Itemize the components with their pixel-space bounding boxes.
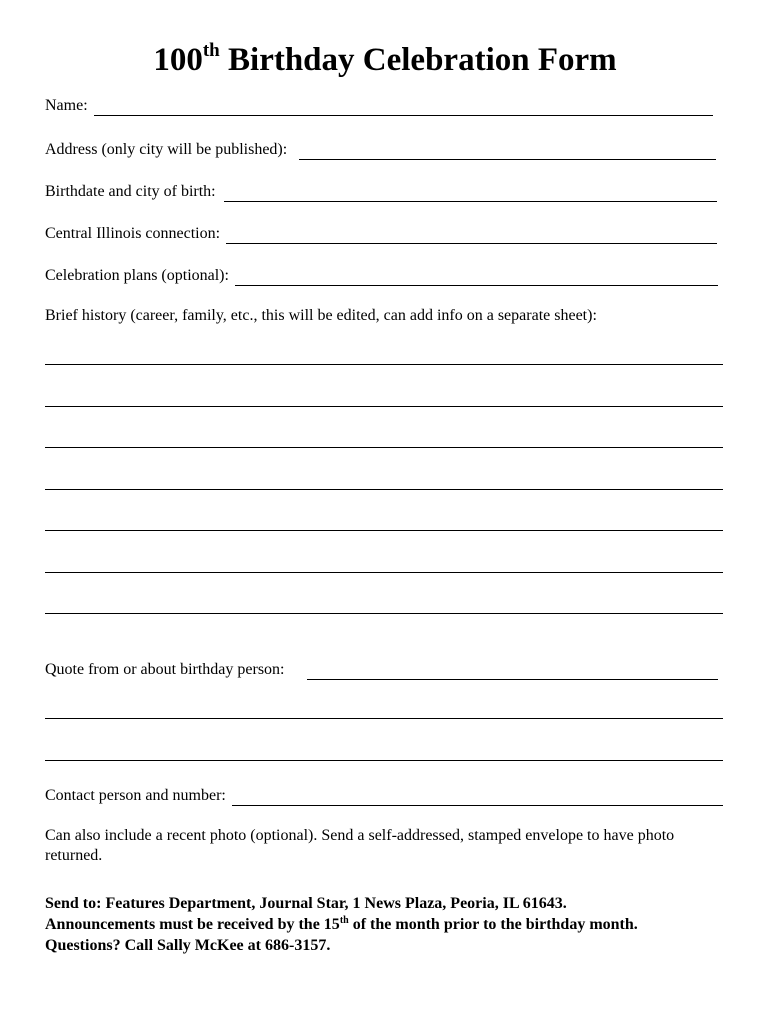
history-line[interactable] bbox=[45, 613, 723, 614]
questions-contact: Questions? Call Sally McKee at 686-3157. bbox=[45, 937, 331, 954]
quote-line[interactable] bbox=[45, 760, 723, 761]
form-title bbox=[0, 36, 770, 84]
birthdate-label: Birthdate and city of birth: bbox=[45, 183, 216, 200]
contact-field bbox=[45, 784, 723, 806]
address-input-line[interactable] bbox=[299, 145, 716, 160]
name-input-line[interactable] bbox=[94, 101, 713, 116]
celebration-label: Celebration plans (optional): bbox=[45, 267, 229, 284]
title-text: Birthday Celebration Form bbox=[219, 42, 617, 78]
history-line[interactable] bbox=[45, 447, 723, 448]
send-address: Send to: Features Department, Journal Star, 1 News Plaza, Peoria, IL 61643. bbox=[45, 895, 567, 912]
address-field bbox=[45, 138, 716, 160]
history-line[interactable] bbox=[45, 572, 723, 573]
quote-input-line[interactable] bbox=[307, 665, 719, 680]
connection-input-line[interactable] bbox=[226, 229, 717, 244]
name-field bbox=[45, 94, 713, 116]
deadline-ordinal-suffix: th bbox=[339, 915, 349, 926]
birthdate-field bbox=[45, 180, 717, 202]
history-line[interactable] bbox=[45, 364, 723, 365]
name-label: Name: bbox=[45, 97, 88, 114]
contact-label: Contact person and number: bbox=[45, 787, 226, 804]
connection-field bbox=[45, 222, 717, 244]
address-label: Address (only city will be published): bbox=[45, 141, 288, 158]
history-line[interactable] bbox=[45, 489, 723, 490]
birthdate-input-line[interactable] bbox=[224, 187, 717, 202]
quote-field bbox=[45, 658, 718, 680]
send-instructions bbox=[45, 893, 735, 956]
history-prompt: Brief history (career, family, etc., this will be edited, can add info on a separate sheet): bbox=[45, 307, 597, 324]
contact-input-line[interactable] bbox=[232, 791, 723, 806]
deadline-text-end: of the month prior to the birthday month. bbox=[348, 916, 638, 933]
quote-line[interactable] bbox=[45, 718, 723, 719]
history-line[interactable] bbox=[45, 530, 723, 531]
celebration-input-line[interactable] bbox=[235, 271, 718, 286]
connection-label: Central Illinois connection: bbox=[45, 225, 221, 242]
photo-note: Can also include a recent photo (optional). Send a self-addressed, stamped envelope to have photo returned. bbox=[45, 827, 675, 864]
history-line[interactable] bbox=[45, 406, 723, 407]
quote-label: Quote from or about birthday person: bbox=[45, 661, 285, 678]
deadline-text: Announcements must be received by the 15 bbox=[45, 916, 340, 933]
title-ordinal-suffix: th bbox=[202, 40, 220, 61]
title-number: 100 bbox=[153, 42, 203, 78]
celebration-field bbox=[45, 264, 718, 286]
